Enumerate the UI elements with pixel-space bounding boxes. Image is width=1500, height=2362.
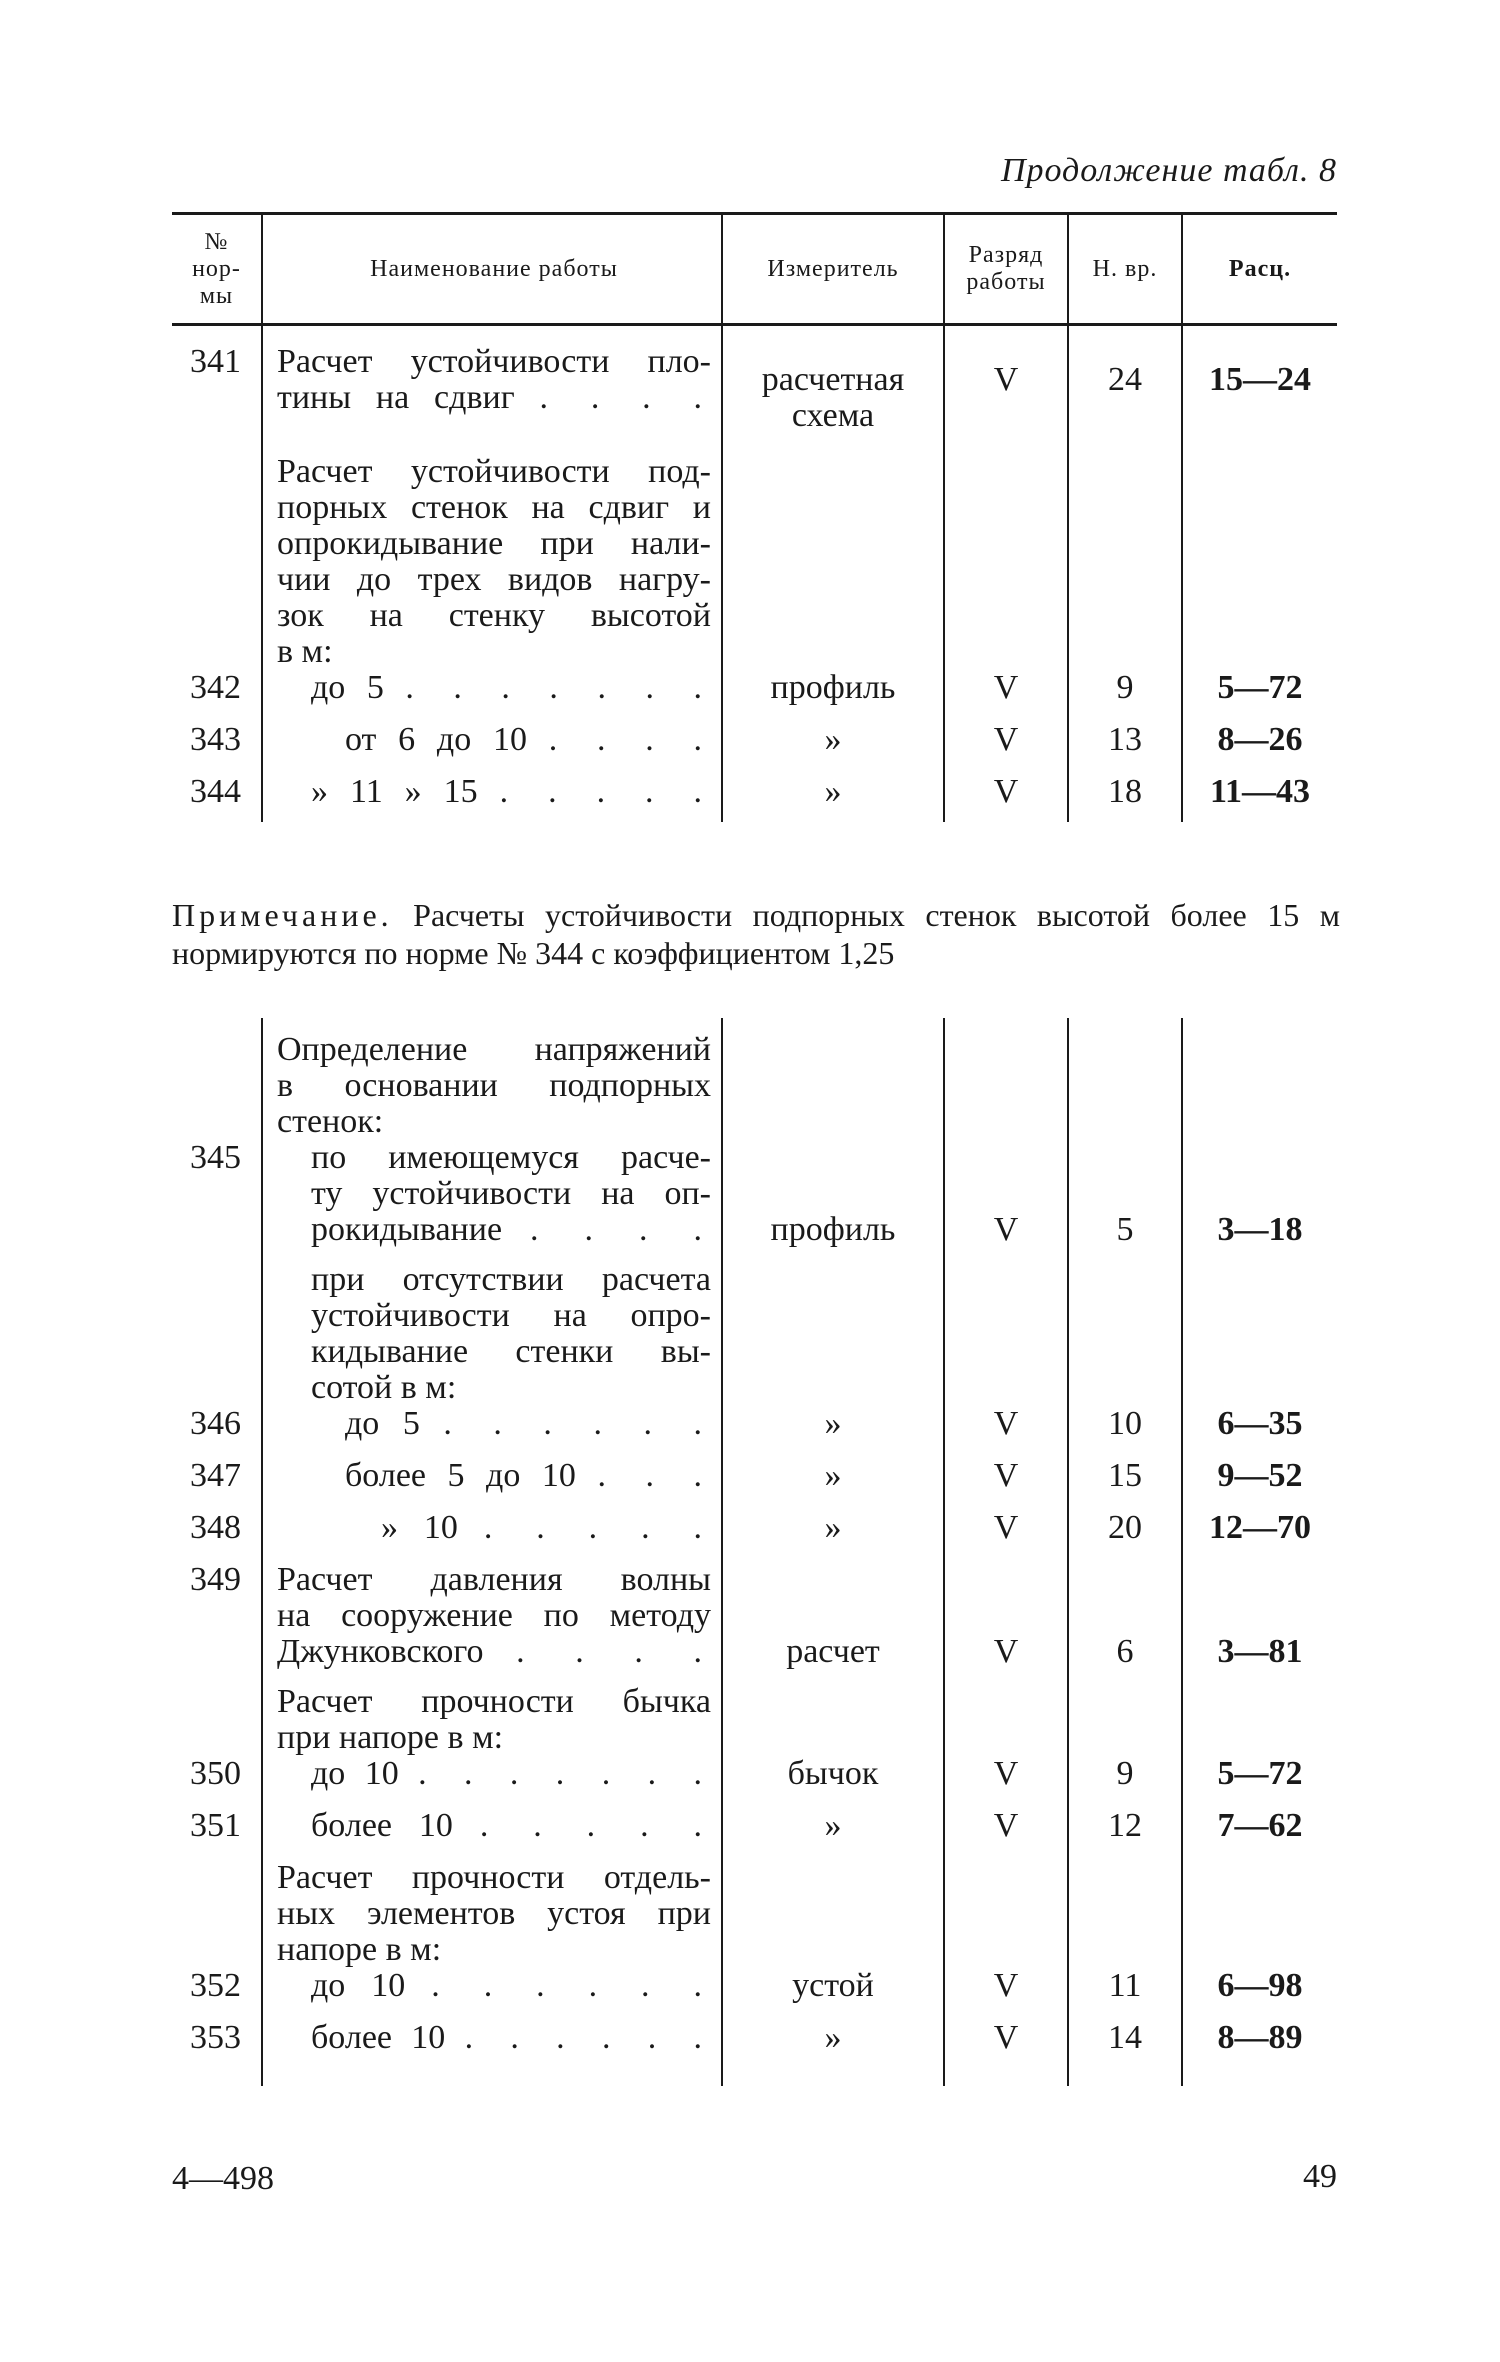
header-hours: Н. вр. bbox=[1068, 214, 1182, 325]
norms-table-part-2 bbox=[172, 1018, 1337, 2086]
table-row: 353 более 10 . . . . . . » V 14 8—89 bbox=[172, 2004, 1337, 2086]
table-group-row: Расчет прочности отдель- ных элементов устоя при напоре в м: bbox=[172, 1844, 1337, 1968]
header-rate: Расц. bbox=[1182, 214, 1337, 325]
page-number: 49 bbox=[1303, 2158, 1337, 2195]
table-row: 348 » 10 . . . . . » V 20 12—70 bbox=[172, 1494, 1337, 1546]
table-row: 343 от 6 до 10 . . . . » V 13 8—26 bbox=[172, 706, 1337, 758]
table-row: 342 до 5 . . . . . . . профиль V 9 5—72 bbox=[172, 670, 1337, 706]
table-row: 341 Расчет устойчивости пло- тины на сдвиг . . . . расчетная схема V 24 15—24 bbox=[172, 325, 1337, 435]
norms-table-part-1 bbox=[172, 212, 1337, 822]
header-unit: Измеритель bbox=[722, 214, 944, 325]
table-row: 345 по имеющемуся расче- ту устойчивости на оп- рокидывание . . . . профиль V 5 3—18 bbox=[172, 1140, 1337, 1248]
table-row: 349 Расчет давления волны на сооружение по методу Джунковского . . . . расчет V 6 3—81 bbox=[172, 1546, 1337, 1670]
table-note: Примечание. Расчеты устойчивости подпорных стенок высотой более 15 м нормируются по норме № 344 с коэффициентом 1,25 bbox=[172, 897, 1341, 971]
table-group-row: Расчет устойчивости под- порных стенок на сдвиг и опрокидывание при нали- чии до трех видов нагру- зок на стенку высотой в м: bbox=[172, 434, 1337, 670]
table-row: 351 более 10 . . . . . » V 12 7—62 bbox=[172, 1792, 1337, 1844]
table-row: 344 » 11 » 15 . . . . . » V 18 11—43 bbox=[172, 758, 1337, 822]
table-row: 350 до 10 . . . . . . . бычок V 9 5—72 bbox=[172, 1756, 1337, 1792]
print-signature: 4—498 bbox=[172, 2160, 274, 2197]
header-name: Наименование работы bbox=[262, 214, 722, 325]
table-row: 352 до 10 . . . . . . устой V 11 6—98 bbox=[172, 1968, 1337, 2004]
header-grade: Разряд работы bbox=[944, 214, 1068, 325]
table-row: 346 до 5 . . . . . . » V 10 6—35 bbox=[172, 1406, 1337, 1442]
table-group-row: Расчет прочности бычка при напоре в м: bbox=[172, 1670, 1337, 1756]
table-group-row: Определение напряжений в основании подпорных стенок: bbox=[172, 1018, 1337, 1140]
table-header bbox=[172, 214, 1337, 325]
table-row: 347 более 5 до 10 . . . » V 15 9—52 bbox=[172, 1442, 1337, 1494]
table-group-row: при отсутствии расчета устойчивости на опро- кидывание стенки вы- сотой в м: bbox=[172, 1248, 1337, 1406]
header-no: № нор- мы bbox=[172, 214, 262, 325]
continuation-title: Продолжение табл. 8 bbox=[1000, 152, 1337, 189]
